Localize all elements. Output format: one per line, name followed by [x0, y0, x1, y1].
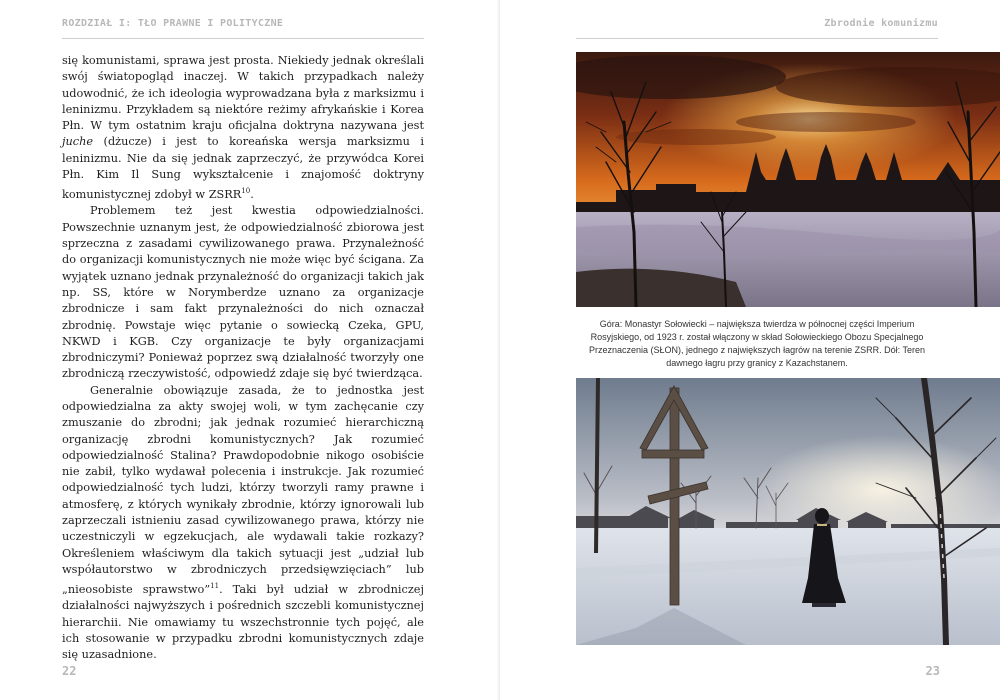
text-run: . [250, 188, 254, 202]
monastery-sunset-photo [576, 52, 1000, 307]
running-head-right: Zbrodnie komunizmu [824, 18, 938, 29]
body-paragraph [62, 53, 424, 203]
body-paragraph [62, 203, 424, 382]
text-run: Problemem też jest kwestia odpowiedzialności. Powszechnie uznanym jest, że odpowiedzialność zbiorowa jest sprzeczna z zasadami cywilizowanego prawa. Przynależność do organizacji komunistycznych nie może więc być ścigana. Za wyjątek uznano jednak przynależność do organizacji takich jak np. SS, które w Norymberdze uznano za organizacje zbrodnicze i sam fakt przynależności do nich oznaczał zbrodnię. Powstaje więc pytanie o sowiecką Czeka, GPU, NKWD i KGB. Czy organizacje te były organizacjami zbrodniczymi? Ponieważ poprzez swą działalność tworzyły one zbrodniczą rzeczywistość, odpowiedź zdaje się być twierdząca. [62, 204, 424, 381]
header-rule-left [62, 38, 424, 39]
footnote-ref: 10 [241, 187, 251, 196]
body-paragraph [62, 383, 424, 664]
right-page [500, 0, 1000, 700]
text-run: (dżucze) i jest to koreańska wersja marksizmu i leninizmu. Nie da się jednak zaprzeczyć, że przywódca Korei Płn. Kim Il Sung wykształcenie i znajomość doktryny komunistycznej zdobył w ZSRR [62, 135, 424, 202]
page-number-right: 23 [925, 664, 940, 678]
page-number-left: 22 [62, 664, 77, 678]
body-text [62, 53, 424, 664]
running-head-left: ROZDZIAŁ I: TŁO PRAWNE I POLITYCZNE [62, 18, 284, 29]
text-run: Generalnie obowiązuje zasada, że to jednostka jest odpowiedzialna za akty swojej woli, w tym zachęcanie czy zmuszanie do zbrodni; jak jednak rozumieć hierarchiczną organizację zbrodni komunistycznych? Jak rozumieć odpowiedzialność Stalina? Prawdopodobnie nikogo osobiście nie zabił, tylko wydawał polecenia i instrukcje. Jak rozumieć odpowiedzialność tych ludzi, którzy tworzyli ramy prawne i atmosferę, z których wynikały zbrodnie, którzy ignorowali lub zaprzeczali istnieniu zasad cywilizowanego prawa, którzy nie uczestniczyli w egzekucjach, ale wydawali takie rozkazy? Określeniem właściwym dla takich sytuacji jest „udział lub współautorstwo w zbrodniczych przedsięwzięciach” lub „nieosobiste sprawstwo” [62, 383, 424, 597]
footnote-ref: 11 [210, 582, 220, 591]
text-run: . Taki był udział w zbrodniczej działalności najwyższych i pośrednich szczebli komunistycznej hierarchii. Nie omawiamy tu wszechstronnie tych pojęć, ale ich stosowanie w przypadku zbrodni komunistycznych zdaje się uzasadnione. [62, 583, 424, 662]
gulag-cross-winter-photo [576, 378, 1000, 645]
header-rule-right [576, 38, 938, 39]
text-run: się komunistami, sprawa jest prosta. Niekiedy jednak określali swój światopogląd inaczej. W takich przypadkach należy udowodnić, że ich ideologia wyprowadzana była z marksizmu i leninizmu. Przykładem są niektóre reżimy afrykańskie i Korea Płn. W tym ostatnim kraju oficjalna doktryna nazywana jest [62, 54, 424, 133]
photo-caption: Góra: Monastyr Sołowiecki – największa twierdza w północnej części Imperium Rosyjskiego, od 1923 r. został włączony w skład Sołowieckiego Obozu Specjalnego Przeznaczenia (SŁON), jednego z największych łagrów na terenie ZSRR. Dół: Teren dawnego łagru przy granicy z Kazachstanem. [589, 319, 925, 368]
italic-term: juche [62, 135, 94, 149]
